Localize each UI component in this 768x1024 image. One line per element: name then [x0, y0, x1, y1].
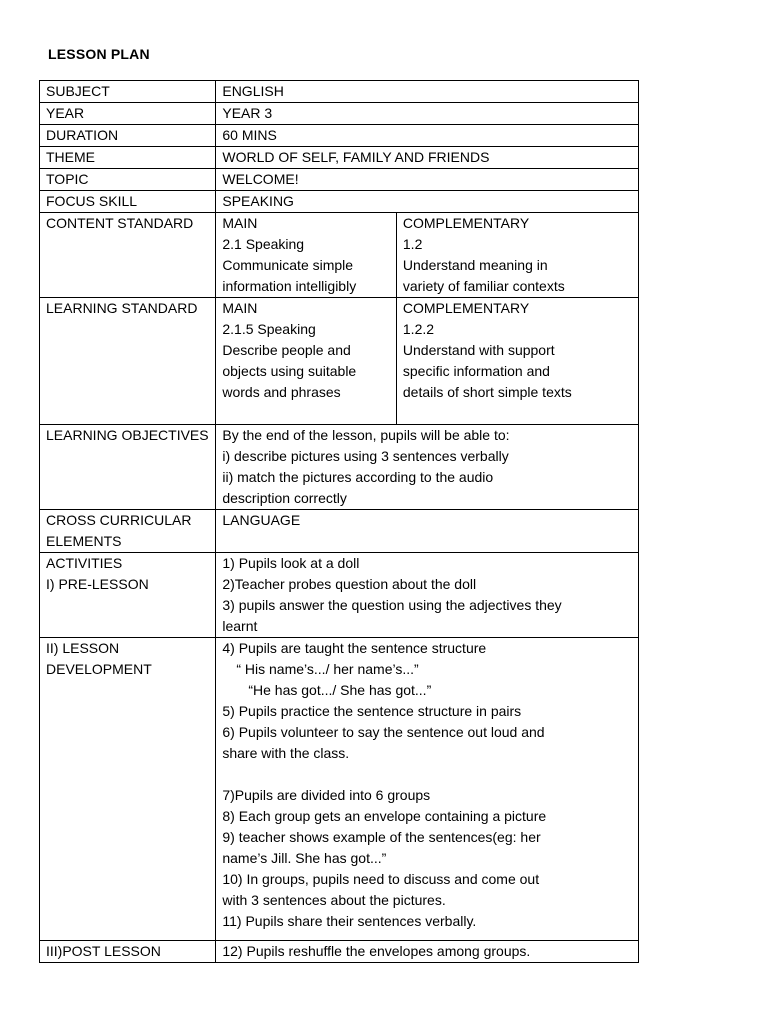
duration-label: DURATION — [40, 125, 216, 147]
activities-heading: ACTIVITIES — [46, 555, 123, 571]
lesson-development-label — [40, 638, 216, 941]
pre-lesson-label — [40, 553, 216, 638]
post-lesson-value: 12) Pupils reshuffle the envelopes among groups. — [216, 941, 639, 963]
pre-lesson-heading: I) PRE-LESSON — [46, 576, 149, 592]
learning-main-text: Describe people and — [222, 342, 351, 358]
row-theme — [40, 147, 639, 169]
activity-line: 3) pupils answer the question using the adjectives they — [222, 597, 562, 613]
activity-line: 5) Pupils practice the sentence structure in pairs — [222, 703, 522, 719]
cross-curricular-label-line: CROSS CURRICULAR — [46, 512, 192, 528]
subject-label: SUBJECT — [40, 81, 216, 103]
spacer — [222, 932, 632, 940]
year-value: YEAR 3 — [216, 103, 639, 125]
pre-lesson-value — [216, 553, 639, 638]
year-label: YEAR — [40, 103, 216, 125]
document-title: LESSON PLAN — [48, 46, 150, 62]
activity-line: “He has got.../ She has got...” — [248, 682, 432, 698]
learning-main-text: objects using suitable — [222, 363, 357, 379]
content-comp-heading: COMPLEMENTARY — [402, 215, 530, 231]
cross-curricular-label — [40, 510, 216, 553]
activity-line: 10) In groups, pupils need to discuss and come out — [222, 871, 540, 887]
activity-line: 2)Teacher probes question about the doll — [222, 576, 477, 592]
row-year — [40, 103, 639, 125]
objective-line: i) describe pictures using 3 sentences verbally — [222, 448, 509, 464]
activity-line: 6) Pupils volunteer to say the sentence out loud and — [222, 724, 545, 740]
spacer — [222, 764, 632, 785]
objective-line: description correctly — [222, 490, 347, 506]
activity-line: 9) teacher shows example of the sentences(eg: her — [222, 829, 541, 845]
learning-comp-text: Understand with support — [402, 342, 555, 358]
content-main-text: information intelligibly — [222, 278, 357, 294]
row-focus-skill — [40, 191, 639, 213]
theme-value: WORLD OF SELF, FAMILY AND FRIENDS — [216, 147, 639, 169]
learning-standard-main — [216, 298, 397, 425]
row-duration — [40, 125, 639, 147]
content-standard-complementary — [396, 213, 638, 298]
duration-value: 60 MINS — [216, 125, 639, 147]
learning-comp-heading: COMPLEMENTARY — [402, 300, 530, 316]
activity-line: “ His name’s.../ her name’s...” — [236, 661, 419, 677]
content-main-text: Communicate simple — [222, 257, 354, 273]
topic-value: WELCOME! — [216, 169, 639, 191]
activity-line: 1) Pupils look at a doll — [222, 555, 360, 571]
activity-line: 11) Pupils share their sentences verbally. — [222, 913, 477, 929]
objective-line: By the end of the lesson, pupils will be able to: — [222, 427, 510, 443]
content-standard-main — [216, 213, 397, 298]
lesson-plan-table — [39, 80, 639, 963]
topic-label: TOPIC — [40, 169, 216, 191]
learning-main-heading: MAIN — [222, 300, 258, 316]
row-content-standard — [40, 213, 639, 298]
spacer — [222, 403, 390, 424]
content-main-code: 2.1 Speaking — [222, 236, 305, 252]
lesson-development-heading: DEVELOPMENT — [46, 661, 152, 677]
row-learning-standard — [40, 298, 639, 425]
learning-comp-text: details of short simple texts — [402, 384, 572, 400]
focus-skill-value: SPEAKING — [216, 191, 639, 213]
row-subject — [40, 81, 639, 103]
content-main-heading: MAIN — [222, 215, 258, 231]
learning-objectives-value — [216, 425, 639, 510]
focus-skill-label: FOCUS SKILL — [40, 191, 216, 213]
theme-label: THEME — [40, 147, 216, 169]
learning-comp-text: specific information and — [402, 363, 550, 379]
activity-line: share with the class. — [222, 745, 350, 761]
cross-curricular-label-line: ELEMENTS — [46, 533, 122, 549]
lesson-development-value — [216, 638, 639, 941]
content-standard-label: CONTENT STANDARD — [40, 213, 216, 298]
row-post-lesson — [40, 941, 639, 963]
learning-standard-complementary — [396, 298, 638, 425]
row-pre-lesson — [40, 553, 639, 638]
learning-main-text: words and phrases — [222, 384, 341, 400]
learning-standard-label: LEARNING STANDARD — [40, 298, 216, 425]
row-cross-curricular — [40, 510, 639, 553]
activity-line: name’s Jill. She has got...” — [222, 850, 387, 866]
learning-main-code: 2.1.5 Speaking — [222, 321, 316, 337]
row-topic — [40, 169, 639, 191]
activity-line: with 3 sentences about the pictures. — [222, 892, 446, 908]
learning-comp-code: 1.2.2 — [402, 321, 435, 337]
activity-line: 8) Each group gets an envelope containing a picture — [222, 808, 547, 824]
content-comp-text: variety of familiar contexts — [402, 278, 565, 294]
row-lesson-development — [40, 638, 639, 941]
cross-curricular-value: LANGUAGE — [216, 510, 639, 553]
post-lesson-label: III)POST LESSON — [40, 941, 216, 963]
content-comp-text: Understand meaning in — [402, 257, 548, 273]
objective-line: ii) match the pictures according to the audio — [222, 469, 494, 485]
content-comp-code: 1.2 — [402, 236, 423, 252]
activity-line: learnt — [222, 618, 258, 634]
row-learning-objectives — [40, 425, 639, 510]
subject-value: ENGLISH — [216, 81, 639, 103]
activity-line: 7)Pupils are divided into 6 groups — [222, 787, 431, 803]
activity-line: 4) Pupils are taught the sentence structure — [222, 640, 487, 656]
lesson-development-heading: II) LESSON — [46, 640, 120, 656]
learning-objectives-label: LEARNING OBJECTIVES — [40, 425, 216, 510]
